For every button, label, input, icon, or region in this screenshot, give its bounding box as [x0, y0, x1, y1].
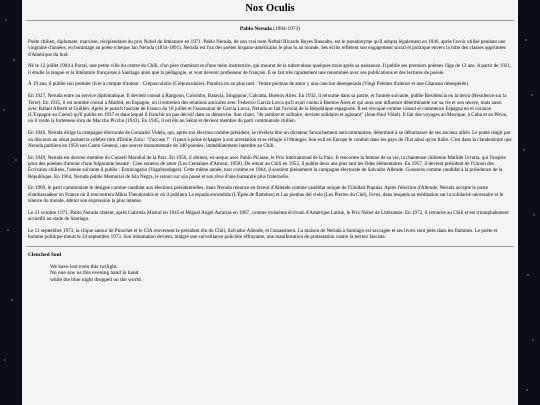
- bio-paragraph: Le 21 octobre 1971, Pablo Neruda obtient, après Gabriela Mistral en 1945 et Miguel Angel Asturias en 1967, comme troisième écrivain d'Amérique Latine, le Prix Nobel de Littérature. En 1972, il retourne au Chili et est triomphalement accueilli au stade de Santiago.: [28, 209, 509, 223]
- bio-paragraph: À 19 ans, il publie son premier livre à compte d'auteur : Crépusculario (Crépusculaire). Paraîtra un an plus tard : Veinte poemas de amor y una cancion desesperada (Vingt Poèmes d'amour et une Chanson désespérée).: [28, 81, 470, 88]
- bio-paragraph: Poète chilien, diplomate, marxiste, récipiendaire du prix Nobel de littérature en 1971. Pablo Neruda, de son vrai nom Neftalí Ricardo Reyes Basoalto, est le pseudonyme qu'il adopta légalement en 1946, après l'avoir utilisé pendant une vingtaine d'années, en hommage au poète tchèque Jan Neruda (1834-1891). Neruda est l'un des poètes hispano-américains le plus lu au monde. Ses écrits reflètent son engagement social et politique envers la lutte des classes opprimées d'Amérique du Sud.: [28, 39, 507, 58]
- poem-title: Clenched Soul: [28, 251, 62, 258]
- poem-body: [50, 264, 512, 284]
- bio-paragraph: Le 11 septembre 1973, la clique autour de Pinochet et le CIA renversent le président élu du Chili, Salvador Allende, et l'assassinent. La maison de Neruda à Santiago est saccagée et ses livres sont jetés dans les flammes. Le poète et homme politique meurt le 24 septembre 1973. Son inhumation devient, malgré une surveillance policière effrayante, une manifestation de protestation contre la terreur fasciste.: [28, 227, 498, 241]
- bio-paragraph: En 1969, le parti communiste le désigne comme candidat aux élections présidentielles, mais Neruda renonce en faveur d'Allende comme candidat unique de l'Unidad Popular. Après l'élection d'Allende, Neruda accepte le poste d'ambassadeur en France où il rencontrera Mikis Theodorakis et où il publiera La espada encendida (L'Épée de flammes) et Las piedras del cielo (Les Pierres du Ciel), livres, dans lesquels sa méditation sur la solidarité nécessaire et le silence du monde, atteint son expression la plus intense.: [28, 185, 504, 204]
- author-name: Pablo Neruda: [239, 26, 272, 32]
- bio-paragraph: En 1949, Neruda est devenu membre du Conseil Mondial de la Paix. En 1950, il obtient, ex-aequo avec Pablo Picasso, le Prix International de la Paix. Il rencontre la femme de sa vie, la chanteuse chilienne Matilde Urrutia, qui l'inspire pour des poèmes d'amour d'une fulgurante beauté : Cien sonetos de amor (Les Centaines d'Amour, 1959). De retour au Chili en 1952, il publie deux ans plus tard les Odes élémentaires. En 1957, il devient président de l'Union des Écrivains chiliens, l'année suivante il publie : Estravagario (Vagabondages). Cette même année, tout comme en 1964, il soutient pleinement la campagne électorale de Salvador Allende. Goossens comme candidat à la présidence de la République. En 1964, Neruda publie Memorial de Isla Negra, le retour sur son passé et son rêve d'une humanité plus fraternelle.: [28, 154, 506, 180]
- poem-line: while the blue night dropped on the world.: [50, 276, 142, 283]
- page-container: [22, 0, 518, 405]
- bio-paragraph: En 1927, Neruda entre au service diplomatique. Il devient consul à Rangoon, Colombo, Batavia, Singapour, Calcutta, Buenos Aires. En 1932, il retourne dans sa patrie, et l'année suivante, publie Residencia en la tierra (Résidence sur la Terre). En 1935, il est nommé consul à Madrid, en Espagne, où il entretien des relations amicales avec Federico García Lorca qu'il avait connu à Buenos Aires et qui aura une influence déterminante sur sa vie et son œuvre, mais aussi avec Rafael Alberti et Guillén. Après le putsch fasciste de Franco du 18 juillet et l'assassinat de García Lorca, Neruda se fait l'avocat de la République espagnole. Il est révoqué comme consul et commence Espagna en el corazon (L'Espagne au Coeur) qu'il publie en 1937 et dans lequel il franchit un pas décisif dans sa démarche. Son chant, "de sombre et solitaire, devient solidaire et agissant" (Jean-Paul Vidal). Il fait des voyages au Mexique, à Cuba et au Pérou, où il visite la forteresse inca de Macchu Picchu (1943). En 1945, il est élu au Sénat et devient membre du parti communiste chilien.: [28, 93, 508, 125]
- site-title: Nox Oculis: [245, 3, 295, 14]
- poem-section: [22, 252, 518, 284]
- bio-heading: [28, 26, 512, 33]
- author-dates: (1904-1973): [273, 26, 301, 32]
- main-content: [22, 21, 518, 240]
- poem-line: No one saw us this evening hand in hand: [50, 270, 139, 277]
- bio-paragraph: En 1946, Neruda dirige la campagne électorale de Gonzalez Videla, qui, après son élection comme président, se révélera être un dictateur farouchement anticommuniste, déterminé à se débarrasser de ses anciens alliés. Le poète réagit par un discours au sénat portant le célèbre titre d'Emile Zola : "J'accuse !". Il peut à peine échapper à son arrestation et se réfugie à l'étranger. Son exil en Europe le conduit dans les pays de l'Est ainsi qu'en Italie. C'est dans la clandestinité que Neruda publiera en 1950 son Canto General, une oeuvre monumentale de 340 poèmes, immédiatement interdite au Chili.: [28, 130, 512, 149]
- divider: [26, 246, 514, 247]
- poem-line: We have lost even this twilight.: [50, 263, 118, 270]
- bio-paragraph: Né le 12 juillet 1904 à Parral, une petite ville du centre du Chili, d'un père cheminot et d'une mère institutrice, qui mourut de la tuberculose quelques mois après sa naissance. Il publie ses premiers poèmes l'âge de 13 ans. A partir de 1921, il étudie la langue et la littérature françaises à Santiago ainsi que la pédagogie, et veut devenir professeur de français. Il se fait très rapidement une renommée avec ses publications et des lectures de poésie.: [28, 63, 512, 76]
